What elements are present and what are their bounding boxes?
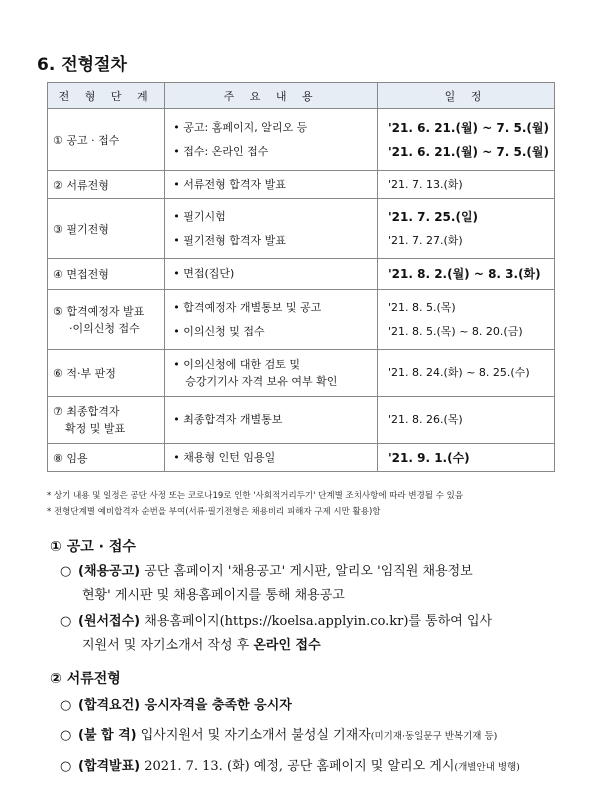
date-cell: '21. 8. 5.(목) '21. 8. 5.(목) ~ 8. 20.(금) <box>378 290 555 350</box>
table-notes <box>47 488 463 520</box>
note-1: * 상기 내용 및 일정은 공단 사정 또는 코로나19로 인한 '사회적거리두기' 단계별 조치사항에 따라 변경될 수 있음 <box>47 491 464 501</box>
table-row <box>48 397 555 444</box>
content-cell: • 서류전형 합격자 발표 <box>165 171 378 199</box>
stage-cell: ⑥ 적·부 판정 <box>48 350 165 397</box>
table-row <box>48 259 555 290</box>
date-cell: '21. 8. 26.(목) <box>378 397 555 444</box>
section-heading-document-screening: ② 서류전형 <box>50 671 121 687</box>
date-cell: '21. 8. 2.(월) ~ 8. 3.(화) <box>378 259 555 290</box>
content-cell: • 이의신청에 대한 검토 및 승강기기사 자격 보유 여부 확인 <box>165 350 378 397</box>
header-stage: 전 형 단 계 <box>48 83 165 109</box>
paragraph-result-announcement: ○ (합격발표) 2021. 7. 13. (화) 예정, 공단 홈페이지 및 알리오 게시(개별안내 병행) <box>60 759 520 774</box>
table-header-row <box>48 83 555 109</box>
paragraph-application: ○ (원서접수) 채용홈페이지(https://koelsa.applyin.co.kr)를 통하여 입사 지원서 및 자기소개서 작성 후 온라인 접수 <box>60 614 493 653</box>
table-row <box>48 290 555 350</box>
date-cell: '21. 7. 13.(화) <box>378 171 555 199</box>
table-row <box>48 444 555 472</box>
paragraph-pass-requirement: ○ (합격요건) 응시자격을 충족한 응시자 <box>60 698 292 713</box>
section-heading-announcement: ① 공고 · 접수 <box>50 539 136 555</box>
stage-cell: ④ 면접전형 <box>48 259 165 290</box>
date-cell: '21. 6. 21.(월) ~ 7. 5.(월) '21. 6. 21.(월) ~ 7. 5.(월) <box>378 109 555 171</box>
section-title: 6. 전형절차 <box>37 55 127 75</box>
header-content: 주 요 내 용 <box>165 83 378 109</box>
stage-cell: ② 서류전형 <box>48 171 165 199</box>
content-cell: • 채용형 인턴 임용일 <box>165 444 378 472</box>
stage-cell: ⑦ 최종합격자 확정 및 발표 <box>48 397 165 444</box>
content-cell: • 최종합격자 개별통보 <box>165 397 378 444</box>
header-date: 일 정 <box>378 83 555 109</box>
date-cell: '21. 7. 25.(일) '21. 7. 27.(화) <box>378 199 555 259</box>
content-cell: • 면접(집단) <box>165 259 378 290</box>
stage-cell: ③ 필기전형 <box>48 199 165 259</box>
date-cell: '21. 9. 1.(수) <box>378 444 555 472</box>
table-row <box>48 109 555 171</box>
stage-cell: ⑤ 합격예정자 발표 ·이의신청 접수 <box>48 290 165 350</box>
paragraph-fail-criteria: ○ (불 합 격) 입사지원서 및 자기소개서 불성실 기재자(미기재·동일문구 반복기재 등) <box>60 728 498 743</box>
paragraph-recruit-notice: ○ (채용공고) 공단 홈페이지 '채용공고' 게시판, 알리오 '임직원 채용정보 현황' 게시판 및 채용홈페이지를 통해 채용공고 <box>60 564 473 603</box>
date-cell: '21. 8. 24.(화) ~ 8. 25.(수) <box>378 350 555 397</box>
note-2: * 전형단계별 예비합격자 순번을 부여(서류·필기전형은 채용비리 피해자 구제 시만 활용)함 <box>47 507 381 517</box>
content-cell: • 공고: 홈페이지, 알리오 등 • 접수: 온라인 접수 <box>165 109 378 171</box>
table-row <box>48 350 555 397</box>
table-row <box>48 199 555 259</box>
content-cell: • 필기시험 • 필기전형 합격자 발표 <box>165 199 378 259</box>
content-cell: • 합격예정자 개별통보 및 공고 • 이의신청 및 접수 <box>165 290 378 350</box>
stage-cell: ① 공고 · 접수 <box>48 109 165 171</box>
stage-cell: ⑧ 임용 <box>48 444 165 472</box>
table-row <box>48 171 555 199</box>
schedule-table <box>47 82 555 472</box>
